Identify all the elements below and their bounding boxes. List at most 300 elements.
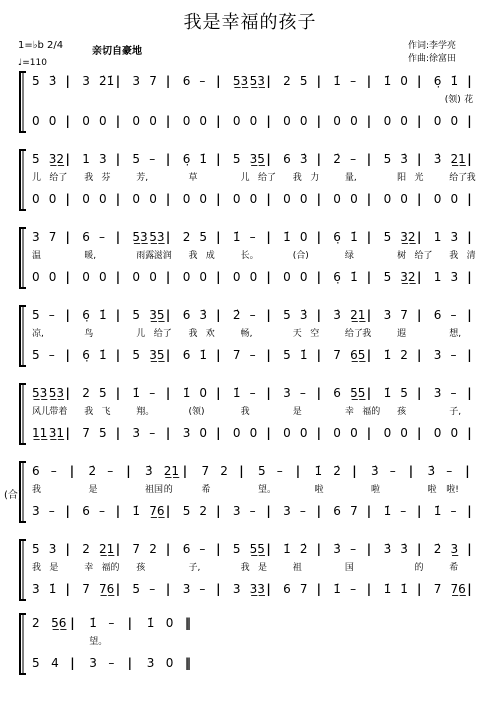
note: – [299, 386, 306, 400]
note: – [149, 582, 156, 596]
lyric-syllable: 幸 [84, 563, 94, 573]
note: 2 [400, 348, 408, 362]
note: 2̲1̲ [450, 152, 466, 166]
bar-line: | [266, 152, 271, 166]
bar-line: | [165, 152, 171, 166]
note: 1̇ [450, 74, 459, 88]
bar-line: | [165, 582, 171, 596]
bar-line: | [65, 504, 70, 518]
note: 5̲6̲ [51, 616, 67, 630]
bar-line: | [266, 582, 271, 596]
note: 3̇ [427, 464, 436, 478]
note: – [450, 386, 457, 400]
note: 3̇ [383, 542, 392, 556]
bar-line: | [417, 230, 422, 244]
note: 3̇ [400, 542, 408, 556]
melody-line [0, 542, 500, 560]
bar-line: | [115, 542, 121, 556]
bar-line: | [115, 348, 121, 362]
bar-line: | [467, 504, 472, 518]
lyrics-line [0, 326, 500, 340]
note: – [99, 504, 105, 518]
lyric-syllable: 力 [310, 173, 320, 183]
note: – [276, 464, 283, 478]
note: 0 [199, 114, 208, 128]
note: – [299, 504, 306, 518]
lyric-syllable: 孩 [136, 563, 146, 573]
note: 6 [182, 308, 191, 322]
note: 5 [32, 152, 40, 166]
note: 0 [149, 192, 157, 206]
bar-line: | [266, 230, 271, 244]
note: 3̲1̲ [48, 426, 64, 440]
bar-line: | [70, 616, 75, 630]
bar-line: | [165, 504, 171, 518]
bar-line: | [316, 348, 321, 362]
note: 7̲6̲ [99, 582, 115, 596]
note: 2 [182, 230, 191, 244]
bar-line: | [216, 74, 221, 88]
note: 0 [400, 74, 408, 88]
bar-line: | [65, 308, 70, 322]
bar-line: | [126, 464, 131, 478]
bar-line: | [115, 308, 121, 322]
lyric-syllable: 啦! [446, 485, 459, 495]
note: 1̇ [433, 504, 442, 518]
bar-line: | [417, 192, 422, 206]
lyric-syllable: 我 [84, 407, 94, 417]
note: 7 [82, 426, 90, 440]
note: 6 [32, 464, 40, 478]
note: 7 [350, 504, 358, 518]
bar-line: | [266, 192, 271, 206]
note: 3̲3̲ [249, 582, 265, 596]
note: 1̇ [232, 386, 241, 400]
note: 7 [149, 74, 157, 88]
note: 3̇ [433, 152, 442, 166]
expression-marking: 亲切自豪地 [92, 46, 142, 57]
bar-line: | [65, 230, 70, 244]
note: 1̇ [199, 152, 208, 166]
note: 0 [165, 616, 174, 630]
note: – [450, 348, 457, 362]
note: 4 [51, 656, 59, 670]
bar-line: | [366, 74, 372, 88]
note: 0 [182, 270, 191, 284]
bar-line: | [65, 152, 70, 166]
note: 2 [82, 386, 90, 400]
lyric-syllable: 带着 [49, 407, 68, 417]
note: 1̇ [132, 504, 141, 518]
note: 0 [232, 114, 241, 128]
bar-line: | [366, 192, 372, 206]
bar-line: | [366, 348, 372, 362]
note: – [48, 504, 55, 518]
note: 2̇ [88, 464, 97, 478]
bar-line: | [65, 114, 70, 128]
note: 0 [400, 426, 408, 440]
lyric-syllable: 我 [362, 329, 372, 339]
note: 2 [283, 74, 291, 88]
lyric-syllable: 量, [344, 173, 357, 183]
bar-line: | [467, 348, 472, 362]
bar-line: | [417, 504, 422, 518]
bar-line: | [465, 464, 470, 478]
note: 3̇ [400, 152, 408, 166]
bar-line: | [115, 504, 121, 518]
lyric-syllable: 畅, [240, 329, 253, 339]
note: 5 [132, 308, 141, 322]
note: 1̇ [146, 616, 155, 630]
bar-line: | [266, 348, 271, 362]
note: 3̲2̲ [400, 270, 416, 284]
lyric-syllable: 我 [240, 563, 250, 573]
note: – [446, 464, 453, 478]
note: 3 [182, 582, 191, 596]
lyric-syllable: 儿 [32, 173, 42, 183]
tempo-marking: ♩=110 [18, 58, 47, 68]
bar-line: | [115, 386, 121, 400]
note: 1̇ [182, 386, 191, 400]
harmony-line [0, 504, 500, 522]
note: 5 [232, 542, 241, 556]
note: 0 [149, 270, 157, 284]
bar-line: | [366, 582, 372, 596]
note: 2 [32, 616, 40, 630]
note: 0 [82, 114, 90, 128]
note: 1̇ [283, 230, 291, 244]
note: 3̇ [199, 308, 208, 322]
note: 0 [249, 426, 258, 440]
lyric-syllable: 欢 [205, 329, 215, 339]
note: 7 [433, 582, 442, 596]
note: 5 [232, 152, 241, 166]
note: 3̲2̲ [48, 152, 64, 166]
note: 6 [333, 504, 341, 518]
bar-line: | [467, 582, 472, 596]
bar-line: | [417, 114, 422, 128]
note: 2 [199, 504, 208, 518]
bar-line: | [467, 74, 472, 88]
bar-line: | [417, 582, 422, 596]
note: 0 [283, 426, 291, 440]
bar-line: | [366, 504, 372, 518]
note: 1̇ [383, 74, 392, 88]
bar-line: | [216, 504, 221, 518]
note: – [249, 504, 256, 518]
bar-line: | [417, 348, 422, 362]
melody-line [0, 616, 500, 634]
note: 0 [32, 270, 40, 284]
note: 5̲5̲ [249, 542, 265, 556]
note: 3 [132, 426, 141, 440]
note: – [350, 152, 357, 166]
note: 7̲6̲ [450, 582, 466, 596]
lyric-syllable: 我 [449, 251, 459, 261]
note: 5 [32, 74, 40, 88]
bar-line: | [266, 386, 271, 400]
bar-line: | [165, 192, 171, 206]
note: 6 [283, 152, 291, 166]
bar-line: | [366, 230, 372, 244]
bar-line: | [316, 386, 321, 400]
bar-line: | [408, 464, 414, 478]
note: 3 [450, 270, 459, 284]
lyric-syllable: 树 [397, 251, 407, 261]
note: 0 [48, 270, 57, 284]
note: 3 [48, 542, 57, 556]
note: 5̲3̲ [132, 230, 148, 244]
bar-line: | [467, 426, 472, 440]
melody-line [0, 152, 500, 170]
lyric-syllable: 花 [464, 95, 474, 105]
note: 2 [149, 542, 157, 556]
lyric-syllable: 儿 [240, 173, 250, 183]
note: 6 [182, 348, 191, 362]
note: 1̇ [199, 348, 208, 362]
note: 5 [258, 464, 266, 478]
note: – [108, 616, 115, 630]
note: 0 [450, 192, 459, 206]
credits [408, 40, 456, 66]
note: 7 [201, 464, 210, 478]
bar-line: | [239, 464, 244, 478]
note: 6 [82, 504, 90, 518]
note: 3̲2̲ [400, 230, 416, 244]
note: 3̇ [145, 464, 153, 478]
note: 7 [132, 542, 141, 556]
lyric-syllable: 我 [466, 173, 476, 183]
note: 6̣ [82, 308, 90, 322]
bar-line: | [69, 464, 75, 478]
note: 1̇ [48, 582, 57, 596]
lyric-syllable: 想, [449, 329, 462, 339]
lyric-syllable: 清 [466, 251, 476, 261]
note: 5 [132, 582, 141, 596]
note: 0 [232, 270, 241, 284]
note: 6 [283, 582, 291, 596]
lyric-syllable: 望。 [89, 637, 108, 647]
melody-line [0, 308, 500, 326]
lyric-syllable: 凉, [32, 329, 44, 339]
note: 6̣ [333, 270, 341, 284]
note: – [50, 464, 57, 478]
bar-line: | [216, 386, 221, 400]
note: – [450, 504, 457, 518]
note: 0 [48, 192, 57, 206]
note: 5̲3̲ [48, 386, 64, 400]
lyric-syllable: 空 [310, 329, 320, 339]
note: 6 [433, 308, 442, 322]
lyric-syllable: 我 [32, 563, 42, 573]
note: – [107, 464, 114, 478]
bar-line: | [316, 192, 321, 206]
note: – [149, 152, 156, 166]
note: 0 [433, 114, 442, 128]
bar-line: | [115, 426, 121, 440]
note: – [450, 308, 457, 322]
lyric-syllable: 子, [188, 563, 201, 573]
bar-line: | [115, 74, 121, 88]
note: 3 [232, 504, 241, 518]
note: 0 [283, 114, 291, 128]
lyric-syllable: 我 [240, 407, 250, 417]
lyric-syllable: 风儿 [32, 407, 51, 417]
note: – [149, 426, 156, 440]
bar-line: | [165, 270, 171, 284]
bar-line: | [165, 114, 171, 128]
bar-line: | [115, 114, 121, 128]
lyrics-line [0, 404, 500, 418]
bar-line: | [127, 656, 132, 670]
bar-line: | [316, 582, 321, 596]
bar-line: | [65, 582, 70, 596]
lyric-syllable: 子, [449, 407, 462, 417]
lyric-syllable: 给了 [258, 173, 277, 183]
note: 5 [383, 152, 392, 166]
note: 5̲3̲ [149, 230, 165, 244]
note: 0 [299, 114, 308, 128]
note: 0 [249, 192, 258, 206]
note: 3̇ [299, 152, 308, 166]
note: 3 [182, 426, 191, 440]
note: 7̲6̲ [149, 504, 165, 518]
note: 0 [232, 426, 241, 440]
bar-line: | [266, 504, 271, 518]
note: 2̇ [232, 308, 241, 322]
lyric-syllable: 的 [163, 485, 173, 495]
bar-line: | [216, 230, 221, 244]
note: 6 [182, 542, 191, 556]
lyric-syllable: 遐 [397, 329, 407, 339]
note: 5 [99, 386, 107, 400]
note: 3 [433, 348, 442, 362]
lyric-syllable: 是 [49, 563, 59, 573]
bar-line: | [316, 542, 321, 556]
note: 0 [283, 270, 291, 284]
bar-line: | [366, 114, 372, 128]
bar-line: | [266, 542, 271, 556]
lyric-syllable: 啦 [427, 485, 437, 495]
note: 2̇1̇ [99, 74, 115, 88]
lyric-syllable: 望。 [258, 485, 277, 495]
bar-line: | [352, 464, 357, 478]
lyric-syllable: 滋润 [153, 251, 172, 261]
lyric-syllable: 温 [32, 251, 42, 261]
note: 0 [132, 192, 141, 206]
note: 3̇ [48, 74, 57, 88]
note: 0 [400, 192, 408, 206]
lyric-syllable: 儿 [136, 329, 146, 339]
lyric-syllable: 是 [258, 563, 268, 573]
lyricist-credit: 作词:李学亮 [408, 41, 457, 51]
note: – [249, 348, 256, 362]
note: 0 [450, 426, 459, 440]
bar-line: | [467, 542, 472, 556]
note: 5 [283, 348, 291, 362]
note: 3 [283, 386, 291, 400]
note: 7 [48, 230, 57, 244]
bar-line: | [417, 308, 422, 322]
note: 3 [146, 656, 155, 670]
bar-line: | [65, 74, 70, 88]
note: 7 [232, 348, 241, 362]
note: 0 [433, 426, 442, 440]
bar-line: | [467, 230, 472, 244]
key-signature: 1=♭b 2/4 [18, 40, 64, 51]
lyric-syllable: 芳, [136, 173, 149, 183]
note: 0 [299, 426, 308, 440]
note: 0 [99, 192, 107, 206]
bar-line: | [216, 270, 221, 284]
harmony-line [0, 426, 500, 444]
bar-line: | [467, 114, 472, 128]
bar-line: | [165, 542, 171, 556]
bar-line: | [417, 426, 422, 440]
lyric-syllable: 我 [84, 173, 94, 183]
note: 7 [400, 308, 408, 322]
lyric-syllable: 国 [344, 563, 354, 573]
note: 3̲5̲ [249, 152, 265, 166]
note: 3 [89, 656, 97, 670]
song-title: 我是幸福的孩子 [183, 12, 317, 33]
note: 3 [433, 386, 442, 400]
lyrics-line [0, 560, 500, 574]
note: 5 [32, 542, 40, 556]
bar-line: | [366, 386, 372, 400]
lyric-syllable: 暖, [84, 251, 97, 261]
note: 0 [350, 114, 358, 128]
note: 0 [249, 114, 258, 128]
note: – [400, 504, 407, 518]
note: 0 [99, 114, 107, 128]
note: 3 [283, 504, 291, 518]
lyric-syllable: 给了 [414, 251, 433, 261]
bar-line: | [182, 464, 188, 478]
note: 0 [333, 114, 341, 128]
note: 6̣ [82, 348, 90, 362]
note: 5 [383, 270, 392, 284]
note: 5 [32, 308, 40, 322]
bar-line: | [65, 192, 70, 206]
note: 1̇ [333, 74, 341, 88]
lyric-syllable: 是 [88, 485, 98, 495]
note: 5 [132, 152, 141, 166]
note: 3 [132, 74, 141, 88]
note: 1̇ [350, 230, 358, 244]
bar-line: | [70, 656, 75, 670]
lyric-syllable: (合) [292, 251, 309, 261]
note: 3 [450, 230, 459, 244]
bar-line: | [316, 308, 321, 322]
lyric-syllable: 幸 [344, 407, 354, 417]
bar-line: | [417, 270, 422, 284]
note: 3̇ [333, 308, 341, 322]
note: – [350, 582, 357, 596]
lyric-syllable: 我 [188, 329, 198, 339]
note: 0 [182, 114, 191, 128]
melody-line [0, 74, 500, 92]
lyrics-line [0, 170, 500, 184]
note: 3̇ [299, 308, 308, 322]
bar-line: | [115, 230, 121, 244]
bar-line: | [417, 152, 422, 166]
melody-line [0, 386, 500, 404]
lyric-syllable: 长。 [240, 251, 259, 261]
note: – [199, 74, 206, 88]
bar-line: | [417, 542, 422, 556]
note: – [48, 308, 55, 322]
